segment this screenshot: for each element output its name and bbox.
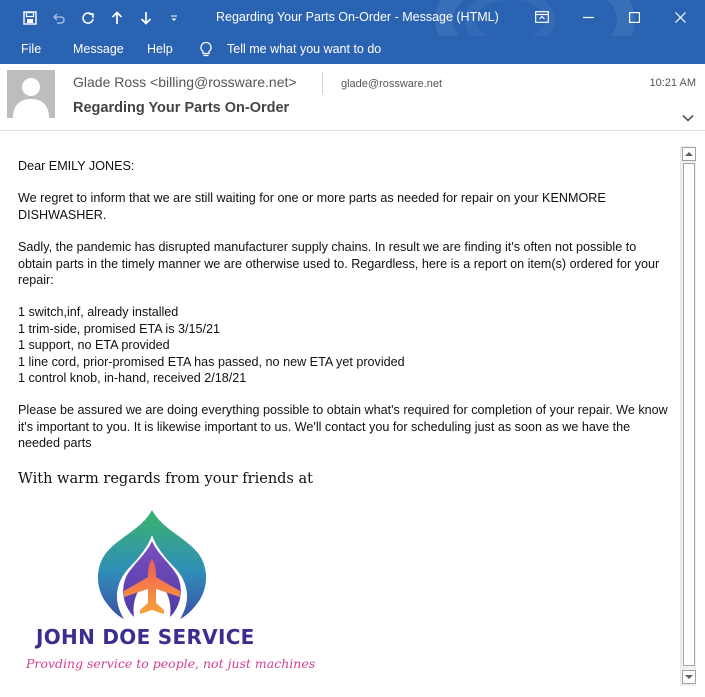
save-icon[interactable] (20, 8, 40, 28)
paragraph: Please be assured we are doing everything possible to obtain what's required for completion of your repair. We know it's important to you. It is likewise important to us. We'll contact you for scheduling just as soon as we have the needed parts (18, 403, 668, 451)
close-icon[interactable] (668, 6, 692, 28)
greeting: Dear EMILY JONES: (18, 159, 135, 173)
vertical-scrollbar[interactable] (680, 146, 696, 686)
company-logo (24, 507, 316, 677)
recipient[interactable]: glade@rossware.net (341, 78, 443, 90)
avatar[interactable] (7, 70, 55, 118)
title-bar (0, 0, 705, 36)
ribbon-display-icon[interactable] (530, 6, 554, 28)
logo-flame-icon (24, 507, 284, 627)
scrollbar-thumb[interactable] (683, 163, 695, 666)
ribbon-tabs (0, 36, 705, 64)
customize-icon[interactable] (164, 8, 184, 28)
sender[interactable]: Glade Ross <billing@rossware.net> (73, 74, 297, 90)
scroll-down-icon[interactable] (682, 670, 696, 684)
list-item: 1 trim-side, promised ETA is 3/15/21 (18, 321, 221, 336)
list-item: 1 switch,inf, already installed (18, 305, 179, 320)
chevron-down-icon[interactable] (681, 110, 695, 128)
subject: Regarding Your Parts On-Order (73, 100, 290, 116)
down-icon[interactable] (136, 8, 156, 28)
parts-list (18, 304, 673, 386)
list-item: 1 control knob, in-hand, received 2/18/21 (18, 371, 247, 386)
maximize-icon[interactable] (622, 6, 646, 28)
message-header (0, 64, 705, 131)
scroll-up-icon[interactable] (682, 147, 696, 161)
up-icon[interactable] (107, 8, 127, 28)
logo-tagline: Provding service to people, not just machines (26, 656, 316, 671)
closing: With warm regards from your friends at (18, 471, 313, 487)
undo-icon[interactable] (49, 8, 69, 28)
tab-message[interactable]: Message (73, 42, 124, 56)
redo-icon[interactable] (78, 8, 98, 28)
logo-name: JOHN DOE SERVICE (36, 625, 255, 649)
message-body (18, 158, 673, 452)
header-divider (322, 72, 323, 94)
window-title: Regarding Your Parts On-Order - Message (HTML) (216, 10, 499, 24)
list-item: 1 line cord, prior-promised ETA has passed, no new ETA yet provided (18, 354, 405, 369)
received-time: 10:21 AM (649, 77, 696, 89)
lightbulb-icon (199, 41, 213, 61)
paragraph: Sadly, the pandemic has disrupted manufacturer supply chains. In result we are finding it's often not possible to obtain parts in the timely manner we are otherwise used to. Regardless, here is a report on item(s) ordered for your repair: (18, 240, 660, 288)
minimize-icon[interactable] (576, 6, 600, 28)
paragraph: We regret to inform that we are still waiting for one or more parts as needed for repair on your KENMORE DISHWASHER. (18, 191, 606, 222)
tab-file[interactable]: File (21, 42, 42, 56)
tell-me-search[interactable]: Tell me what you want to do (227, 42, 382, 56)
list-item: 1 support, no ETA provided (18, 338, 170, 353)
tab-help[interactable]: Help (147, 42, 173, 56)
